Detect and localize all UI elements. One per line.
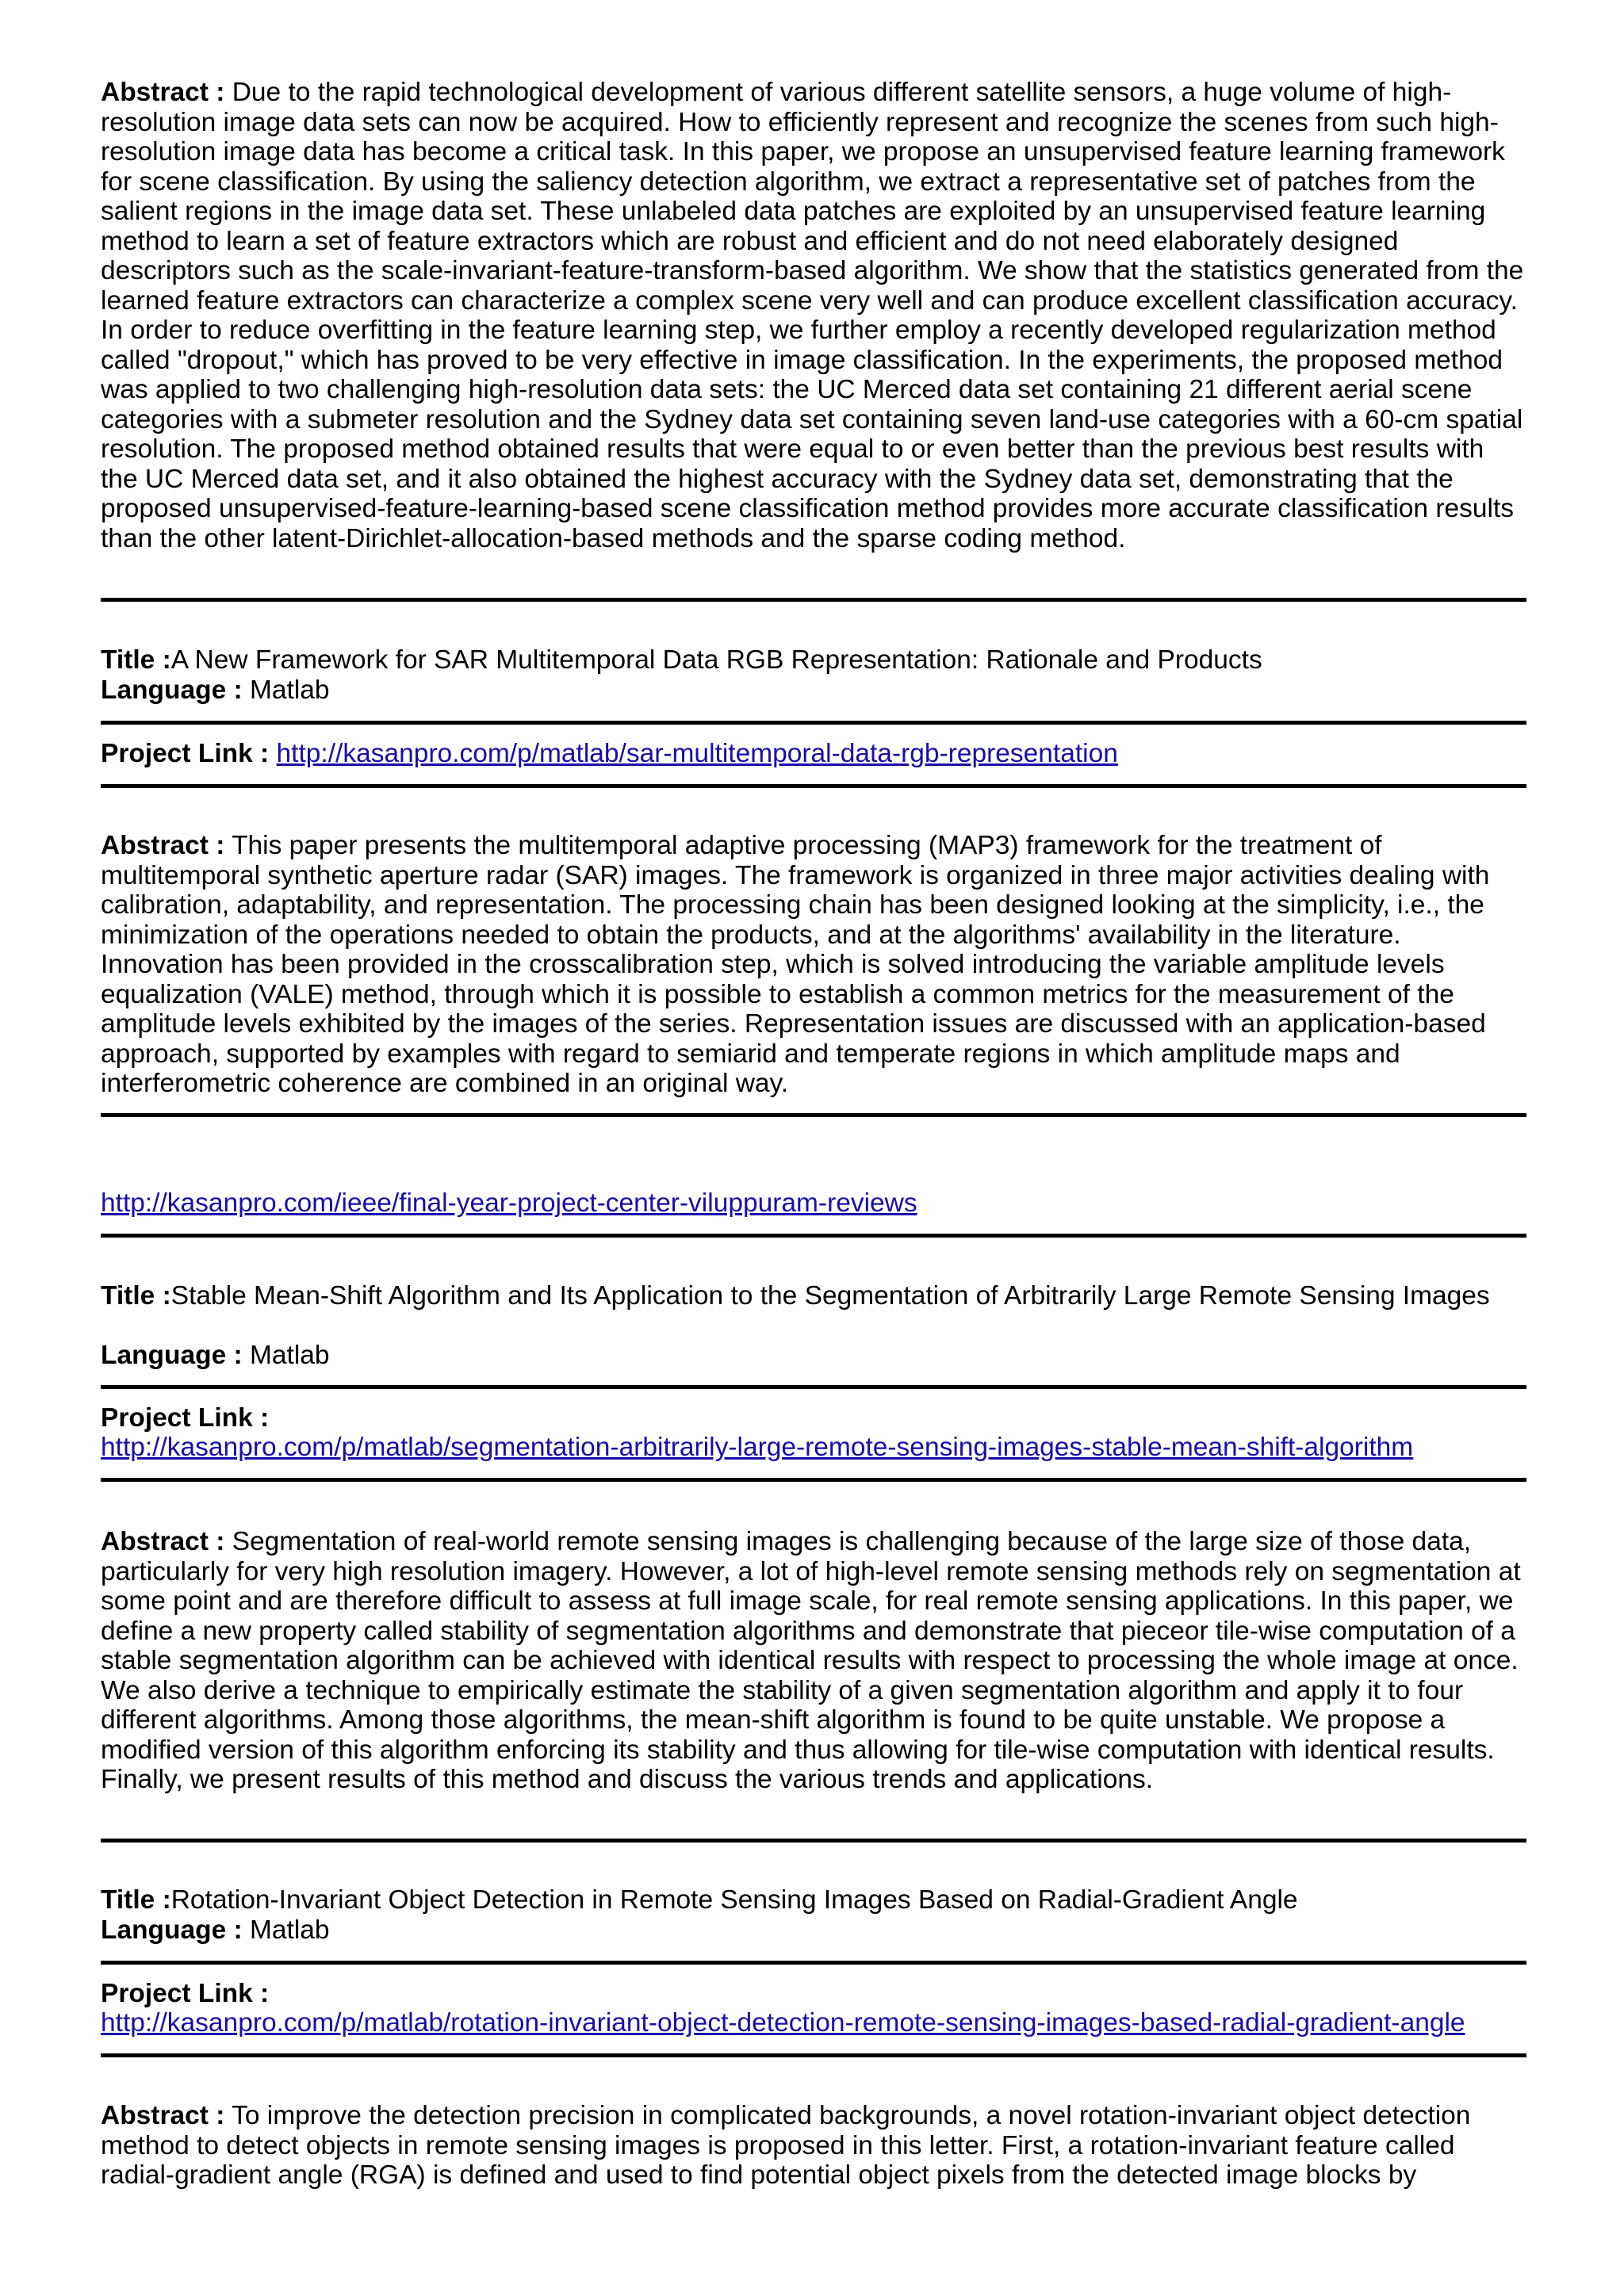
project-link-label-line <box>101 1403 1526 1433</box>
project-link[interactable]: http://kasanpro.com/p/matlab/rotation-invariant-object-detection-remote-sensing-images-based-radial-gradient-angle <box>101 2008 1465 2038</box>
divider <box>101 598 1526 602</box>
project-link-line <box>101 1433 1526 1463</box>
title-label: Title : <box>101 1885 171 1915</box>
divider <box>101 1113 1526 1117</box>
divider <box>101 1234 1526 1238</box>
divider <box>101 2053 1526 2057</box>
title-label: Title : <box>101 1281 171 1311</box>
abstract-label: Abstract : <box>101 2101 225 2130</box>
language-label: Language : <box>101 675 243 705</box>
abstract-paragraph <box>101 831 1526 1099</box>
divider <box>101 1961 1526 1965</box>
title-line <box>101 645 1526 675</box>
title-line <box>101 1281 1526 1311</box>
abstract-label: Abstract : <box>101 78 225 107</box>
project-link[interactable]: http://kasanpro.com/p/matlab/segmentation-arbitrarily-large-remote-sensing-images-stable-mean-shift-algorithm <box>101 1433 1414 1462</box>
abstract-text: Due to the rapid technological development of various different satellite sensors, a huge volume of high-resolution image data sets can now be acquired. How to efficiently represent and recognize the scenes from such high-resolution image data has become a critical task. In this paper, we propose an unsupervised feature learning framework for scene classification. By using the saliency detection algorithm, we extract a representative set of patches from the salient regions in the image data set. These unlabeled data patches are exploited by an unsupervised feature learning method to learn a set of feature extractors which are robust and efficient and do not need elaborately designed descriptors such as the scale-invariant-feature-transform-based algorithm. We show that the statistics generated from the learned feature extractors can characterize a complex scene very well and can produce excellent classification accuracy. In order to reduce overfitting in the feature learning step, we further employ a recently developed regularization method called "dropout," which has proved to be very effective in image classification. In the experiments, the proposed method was applied to two challenging high-resolution data sets: the UC Merced data set containing 21 different aerial scene categories with a submeter resolution and the Sydney data set containing seven land-use categories with a 60-cm spatial resolution. The proposed method obtained results that were equal to or even better than the previous best results with the UC Merced data set, and it also obtained the highest accuracy with the Sydney data set, demonstrating that the proposed unsupervised-feature-learning-based scene classification method provides more accurate classification results than the other latent-Dirichlet-allocation-based methods and the sparse coding method. <box>101 78 1524 553</box>
project-link-line <box>101 739 1526 769</box>
abstract-paragraph <box>101 78 1526 553</box>
divider <box>101 1839 1526 1843</box>
project-link-line <box>101 2008 1526 2038</box>
project-link-label: Project Link : <box>101 1403 270 1433</box>
title-text: Rotation-Invariant Object Detection in Remote Sensing Images Based on Radial-Gradient Angle <box>170 1885 1298 1915</box>
abstract-paragraph <box>101 2101 1526 2191</box>
standalone-link-line <box>101 1188 1526 1219</box>
title-text: Stable Mean-Shift Algorithm and Its Application to the Segmentation of Arbitrarily Large Remote Sensing Images <box>170 1281 1490 1311</box>
reviews-link[interactable]: http://kasanpro.com/ieee/final-year-project-center-viluppuram-reviews <box>101 1188 917 1218</box>
abstract-label: Abstract : <box>101 1527 225 1556</box>
divider <box>101 1478 1526 1482</box>
title-text: A New Framework for SAR Multitemporal Data RGB Representation: Rationale and Products <box>170 645 1262 675</box>
project-link[interactable]: http://kasanpro.com/p/matlab/sar-multitemporal-data-rgb-representation <box>276 739 1118 768</box>
abstract-text: Segmentation of real-world remote sensing images is challenging because of the large size of those data, particularly for very high resolution imagery. However, a lot of high-level remote sensing methods rely on segmentation at some point and are therefore difficult to assess at full image scale, for real remote sensing applications. In this paper, we define a new property called stability of segmentation algorithms and demonstrate that pieceor tile-wise computation of a stable segmentation algorithm can be achieved with identical results with respect to processing the whole image at once. We also derive a technique to empirically estimate the stability of a given segmentation algorithm and apply it to four different algorithms. Among those algorithms, the mean-shift algorithm is found to be quite unstable. We propose a modified version of this algorithm enforcing its stability and thus allowing for tile-wise computation with identical results. Finally, we present results of this method and discuss the various trends and applications. <box>101 1527 1521 1794</box>
language-value: Matlab <box>250 1341 330 1370</box>
project-link-label-line <box>101 1979 1526 2009</box>
language-value: Matlab <box>250 1915 330 1945</box>
language-label: Language : <box>101 1915 243 1945</box>
language-line <box>101 675 1526 706</box>
language-line <box>101 1341 1526 1371</box>
divider <box>101 721 1526 725</box>
title-line <box>101 1885 1526 1915</box>
abstract-text: To improve the detection precision in complicated backgrounds, a novel rotation-invariant object detection method to detect objects in remote sensing images is proposed in this letter. First, a rotation-invariant feature called radial-gradient angle (RGA) is defined and used to find potential object pixels from the detected image blocks by <box>101 2101 1471 2190</box>
language-value: Matlab <box>250 675 330 705</box>
title-label: Title : <box>101 645 171 675</box>
language-label: Language : <box>101 1341 243 1370</box>
project-link-label: Project Link : <box>101 1979 270 2008</box>
abstract-text: This paper presents the multitemporal adaptive processing (MAP3) framework for the treatment of multitemporal synthetic aperture radar (SAR) images. The framework is organized in three major activities dealing with calibration, adaptability, and representation. The processing chain has been designed looking at the simplicity, i.e., the minimization of the operations needed to obtain the products, and at the algorithms' availability in the literature. Innovation has been provided in the crosscalibration step, which is solved introducing the variable amplitude levels equalization (VALE) method, through which it is possible to establish a common metrics for the measurement of the amplitude levels exhibited by the images of the series. Representation issues are discussed with an application-based approach, supported by examples with regard to semiarid and temperate regions in which amplitude maps and interferometric coherence are combined in an original way. <box>101 831 1490 1098</box>
divider <box>101 1385 1526 1389</box>
abstract-paragraph <box>101 1527 1526 1795</box>
abstract-label: Abstract : <box>101 831 225 860</box>
language-line <box>101 1915 1526 1946</box>
project-link-label: Project Link : <box>101 739 270 768</box>
divider <box>101 784 1526 788</box>
